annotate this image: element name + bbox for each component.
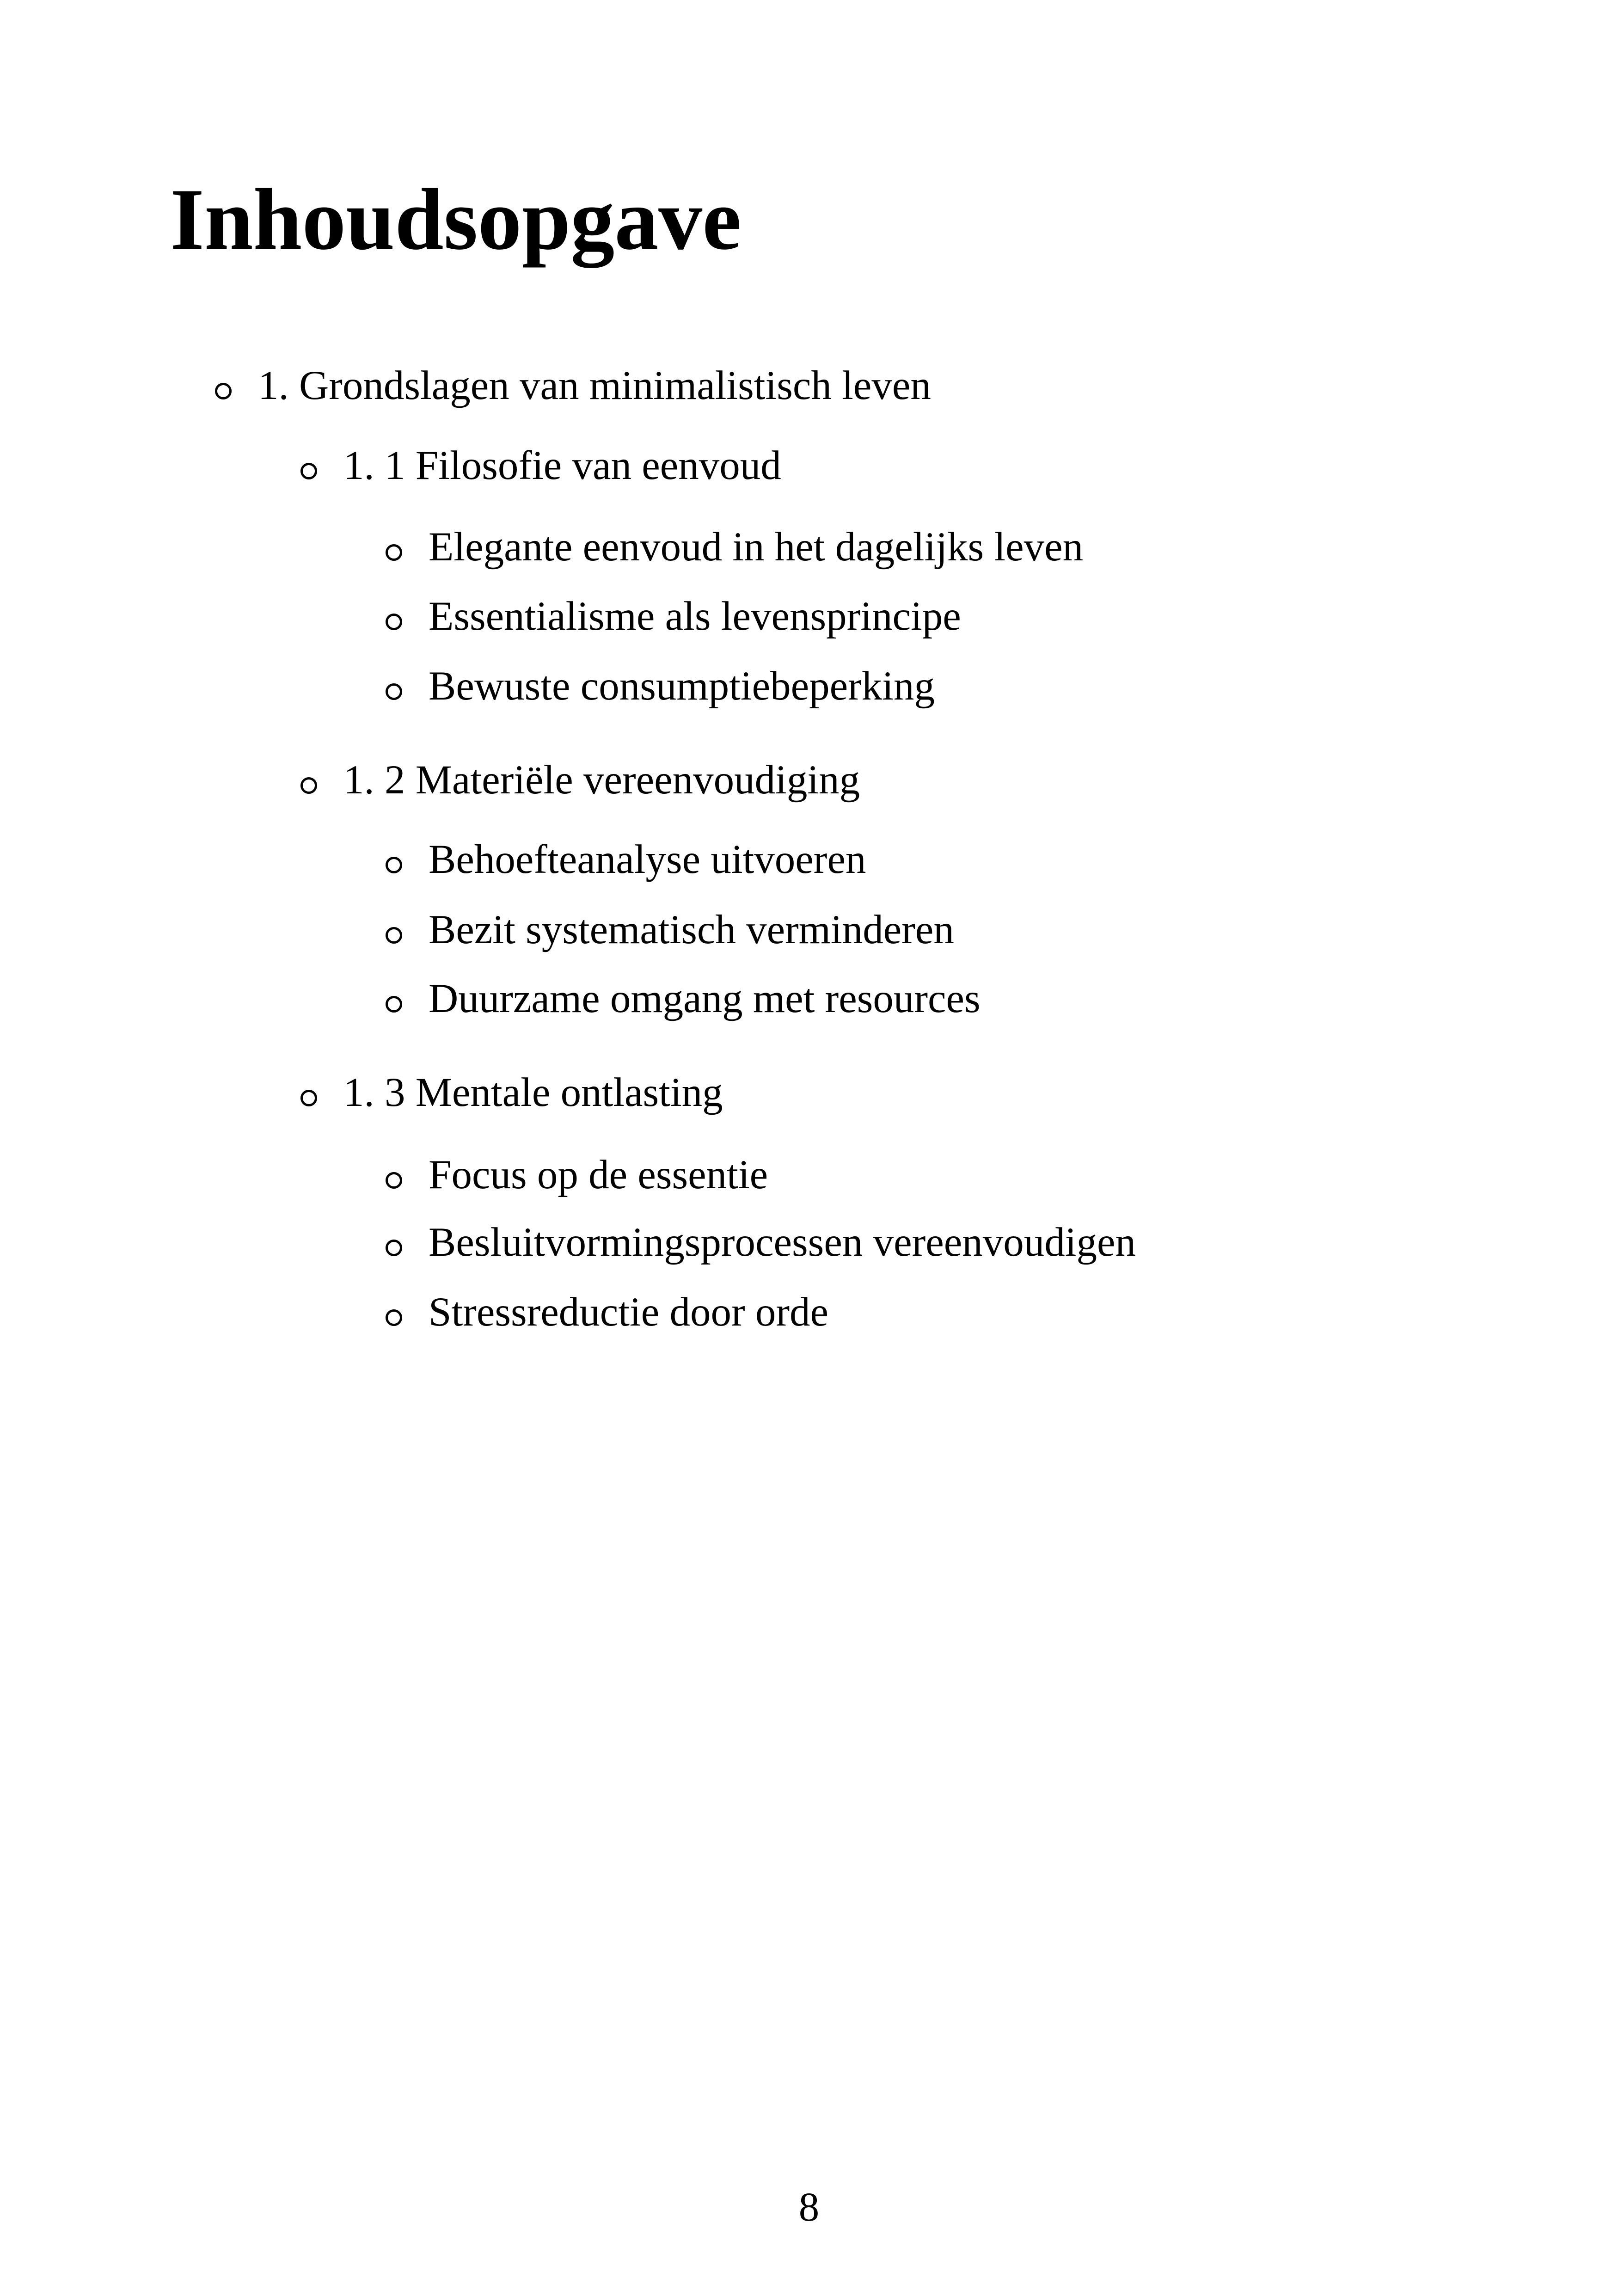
toc-entry[interactable] xyxy=(429,909,954,951)
toc-entry[interactable] xyxy=(429,978,981,1019)
toc-entry[interactable] xyxy=(343,445,781,486)
toc-entry[interactable] xyxy=(429,1289,829,1335)
toc-entry-label: Duurzame omgang met resources xyxy=(429,976,981,1021)
hollow-circle-icon xyxy=(386,614,402,630)
hollow-circle-icon xyxy=(300,777,317,794)
hollow-circle-icon xyxy=(386,683,402,700)
toc-entry[interactable] xyxy=(343,757,860,803)
toc-entry-label: Elegante eenvoud in het dagelijks leven xyxy=(429,524,1084,570)
toc-entry-label: Besluitvormingsprocessen vereenvoudigen xyxy=(429,1220,1136,1265)
hollow-circle-icon xyxy=(386,1240,402,1256)
toc-entry-label: Behoefteanalyse uitvoeren xyxy=(429,837,866,882)
hollow-circle-icon xyxy=(300,463,317,479)
page-number: 8 xyxy=(798,2185,820,2230)
toc-entry-label: Focus op de essentie xyxy=(429,1152,768,1197)
toc-entry[interactable] xyxy=(429,596,961,637)
hollow-circle-icon xyxy=(386,927,402,944)
hollow-circle-icon xyxy=(386,1172,402,1189)
hollow-circle-icon xyxy=(386,544,402,561)
toc-entry-label: Essentialisme als levensprincipe xyxy=(429,594,961,639)
toc-entry[interactable] xyxy=(429,1154,768,1196)
hollow-circle-icon xyxy=(386,1309,402,1326)
toc-entry[interactable] xyxy=(429,839,866,880)
hollow-circle-icon xyxy=(215,383,232,399)
toc-entry-label: 1. 1 Filosofie van eenvoud xyxy=(343,443,781,488)
toc-entry-label: Bewuste consumptiebeperking xyxy=(429,663,935,709)
toc-entry[interactable] xyxy=(429,524,1084,570)
toc-entry[interactable] xyxy=(429,1222,1136,1263)
toc-entry-label: 1. Grondslagen van minimalistisch leven xyxy=(258,363,931,408)
toc-entry[interactable] xyxy=(343,1072,723,1113)
toc-entry-label: 1. 3 Mentale ontlasting xyxy=(343,1070,723,1115)
toc-entry[interactable] xyxy=(258,365,931,406)
hollow-circle-icon xyxy=(386,996,402,1013)
toc-entry-label: Bezit systematisch verminderen xyxy=(429,907,954,952)
page-title: Inhoudsopgave xyxy=(170,171,742,268)
toc-entry-label: 1. 2 Materiële vereenvoudiging xyxy=(343,757,860,803)
toc-entry-label: Stressreductie door orde xyxy=(429,1289,829,1335)
toc-entry[interactable] xyxy=(429,663,935,709)
hollow-circle-icon xyxy=(386,857,402,873)
hollow-circle-icon xyxy=(300,1090,317,1106)
